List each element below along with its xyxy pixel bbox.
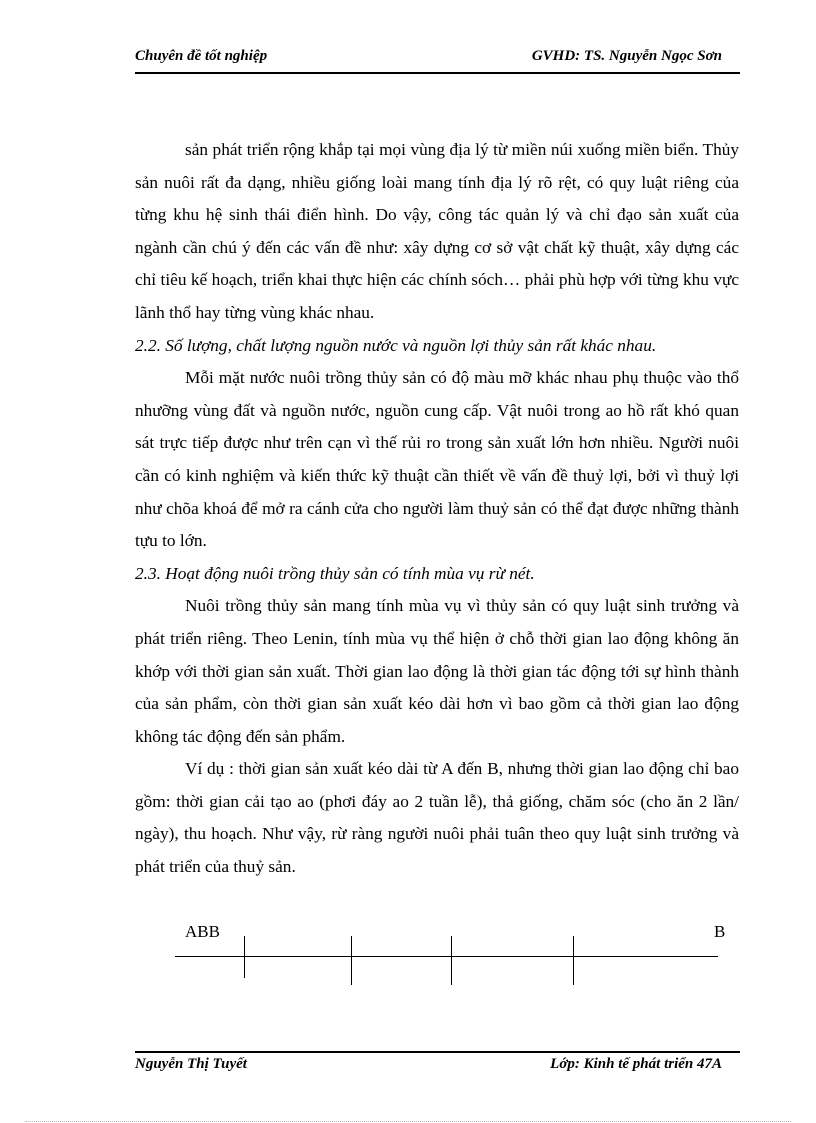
timeline-label-end: B [714, 922, 726, 941]
paragraph-seasonality: Nuôi trồng thủy sản mang tính mùa vụ vì thủy sản có quy luật sinh trưởng và phát triển riêng. Theo Lenin, tính mùa vụ thể hiện ở chỗ thời gian lao động không ăn khớp với thời gian sản xuất. Thời gian lao động là thời gian tác động tới sự hình thành của sản phẩm, còn thời gian sản xuất kéo dài hơn vì bao gồm cả thời gian lao động không tác động đến sản phẩm. [135, 596, 739, 746]
paragraph-example: Ví dụ : thời gian sản xuất kéo dài từ A đến B, nhưng thời gian lao động chỉ bao gồm: thời gian cải tạo ao (phơi đáy ao 2 tuần lễ), thả giống, chăm sóc (cho ăn 2 lần/ ngày), thu hoạch. Như vậy, rừ ràng người nuôi phải tuân theo quy luật sinh trưởng và phát triển của thuỷ sản. [135, 759, 739, 877]
paragraph-continuation: sản phát triển rộng khắp tại mọi vùng địa lý từ miền núi xuống miền biển. Thủy sản nuôi rất đa dạng, nhiều giống loài mang tính địa lý rõ rệt, có quy luật riêng của từng khu hệ sinh thái điển hình. Do vậy, công tác quản lý và chỉ đạo sản xuất của ngành cần chú ý đến các vấn đề như: xây dựng cơ sở vật chất kỹ thuật, xây dựng các chỉ tiêu kế hoạch, triển khai thực hiện các chính sóch… phải phù hợp với từng khu vực lãnh thổ hay từng vùng khác nhau. [135, 140, 739, 322]
header-divider [135, 72, 740, 74]
timeline-tick [351, 936, 352, 985]
page-header [135, 48, 740, 70]
timeline-label-start: ABB [185, 922, 220, 941]
footer-class: Lớp: Kinh tế phát triển 47A [550, 1056, 722, 1072]
document-body [135, 134, 739, 884]
timeline-tick [244, 936, 245, 978]
section-heading-2-3: 2.3. Hoạt động nuôi trồng thủy sản có tính mùa vụ rừ nét. [135, 563, 535, 583]
page-footer [135, 1056, 740, 1078]
timeline-tick [451, 936, 452, 985]
section-heading-2-2: 2.2. Số lượng, chất lượng nguồn nước và nguồn lợi thủy sản rất khác nhau. [135, 335, 657, 355]
footer-divider [135, 1051, 740, 1053]
page-edge-dotted-line [25, 1121, 791, 1122]
timeline-tick [573, 936, 574, 985]
timeline-diagram [175, 922, 726, 992]
header-document-title: Chuyên đề tốt nghiệp [135, 48, 268, 64]
paragraph-water-resources: Mỗi mặt nước nuôi trồng thủy sản có độ màu mỡ khác nhau phụ thuộc vào thổ nhưỡng vùng đất và nguồn nước, nguồn cung cấp. Vật nuôi trong ao hồ rất khó quan sát trực tiếp được như trên cạn vì thế rủi ro trong sản xuất lớn hơn nhiều. Người nuôi cần có kinh nghiệm và kiến thức kỹ thuật cần thiết về vấn đề thuỷ lợi, bởi vì thuỷ lợi như chõa khoá để mở ra cánh cửa cho người làm thuỷ sản có thể đạt được những thành tựu to lớn. [135, 368, 739, 551]
header-advisor: GVHD: TS. Nguyễn Ngọc Sơn [531, 48, 722, 64]
footer-author: Nguyễn Thị Tuyết [135, 1056, 247, 1072]
timeline-axis [175, 956, 718, 957]
